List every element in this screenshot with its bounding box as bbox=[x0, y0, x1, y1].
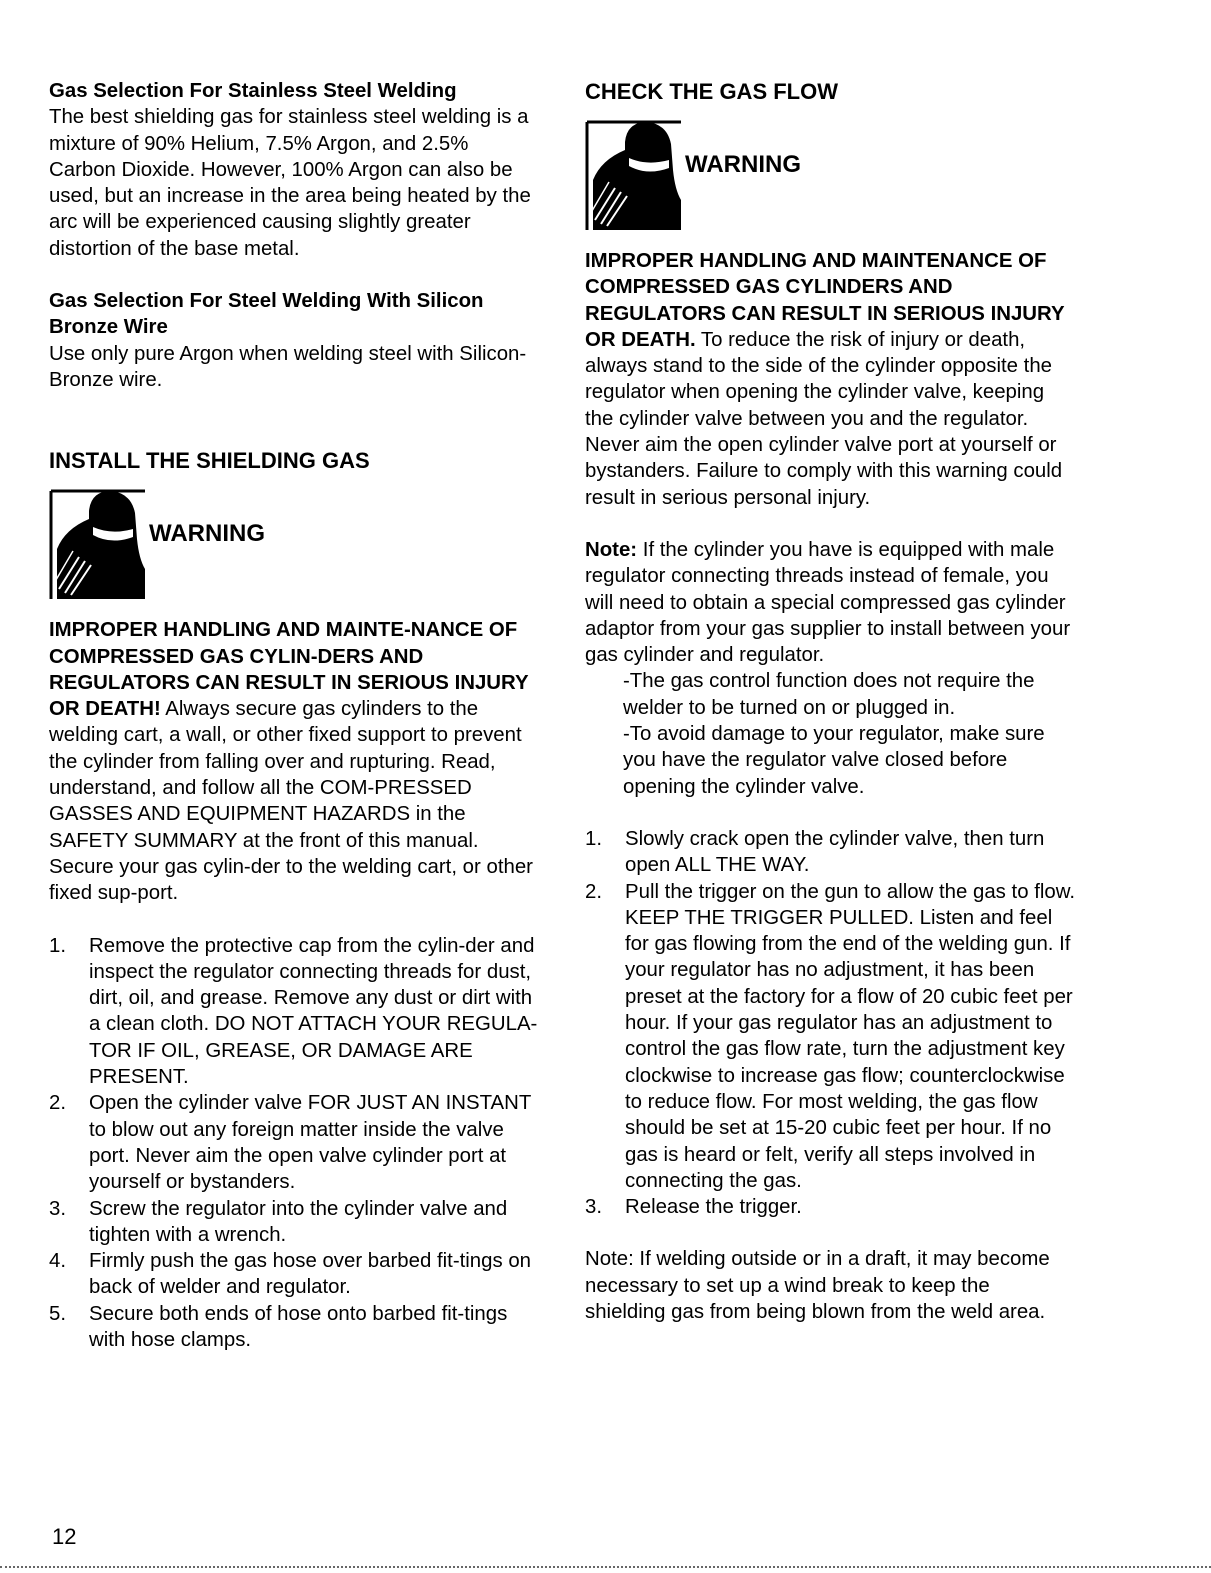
list-item bbox=[585, 826, 1075, 879]
warning-banner bbox=[49, 489, 539, 599]
list-item bbox=[49, 1248, 539, 1301]
step-text: Pull the trigger on the gun to allow the gas to flow. KEEP THE TRIGGER PULLED. Listen and feel for gas flowing from the end of the welding gun. If your regulator has no adjustment, it has been preset at the factory for a flow of 20 cubic feet per hour. If your gas regulator has an adjustment to control the gas flow rate, turn the adjustment key clockwise to increase gas flow; counterclockwise to reduce flow. For most welding, the gas flow should be set at 15-20 cubic feet per hour. If no gas is heard or felt, verify all steps involved in connecting the gas. bbox=[625, 880, 1076, 1192]
welder-warning-icon bbox=[49, 489, 145, 599]
step-number: 2. bbox=[585, 880, 603, 903]
step-text: Slowly crack open the cylinder valve, then turn open ALL THE WAY. bbox=[625, 827, 1045, 877]
step-number: 1. bbox=[49, 934, 67, 957]
warning-text bbox=[49, 617, 539, 906]
note-label: Note: bbox=[585, 538, 638, 561]
step-text: Screw the regulator into the cylinder valve and tighten with a wrench. bbox=[89, 1197, 508, 1246]
stainless-body: The best shielding gas for stainless steel welding is a mixture of 90% Helium, 7.5% Argon, and 2.5% Carbon Dioxide. However, 100% Argon can also be used, but an increase in the area being heated by the arc will be experienced causing slightly greater distortion of the base metal. bbox=[49, 106, 531, 260]
list-item bbox=[49, 1196, 539, 1249]
list-item bbox=[585, 879, 1075, 1195]
install-steps bbox=[49, 933, 539, 1354]
note-paragraph bbox=[585, 537, 1075, 668]
list-item bbox=[49, 1301, 539, 1354]
sub-note: -The gas control function does not require the welder to be turned on or plugged in. bbox=[623, 670, 1035, 719]
warning-bold: IMPROPER HANDLING AND MAINTE-NANCE OF COMPRESSED GAS CYLIN-DERS AND REGULATORS CAN RESULT IN SERIOUS INJURY OR DEATH! bbox=[49, 619, 529, 721]
step-number: 5. bbox=[49, 1302, 67, 1325]
page-number: 12 bbox=[52, 1524, 77, 1549]
step-text: Firmly push the gas hose over barbed fit-tings on back of welder and regulator. bbox=[89, 1250, 532, 1299]
step-text: Open the cylinder valve FOR JUST AN INSTANT to blow out any foreign matter inside the valve port. Never aim the open valve cylinder port at yourself or bystanders. bbox=[89, 1092, 531, 1194]
step-number: 1. bbox=[585, 827, 603, 850]
warning-label: WARNING bbox=[685, 151, 801, 178]
install-title: INSTALL THE SHIELDING GAS bbox=[49, 448, 370, 474]
step-number: 3. bbox=[585, 1196, 603, 1219]
final-note: Note: If welding outside or in a draft, it may become necessary to set up a wind break to keep the shielding gas from being blown from the weld area. bbox=[585, 1248, 1050, 1323]
warning-label: WARNING bbox=[149, 520, 265, 548]
step-text: Remove the protective cap from the cylin-der and inspect the regulator connecting threads for dust, dirt, oil, and grease. Remove any dust or dirt with a clean cloth. DO NOT ATTACH YOUR REGULA-TOR IF OIL, GREASE, OR DAMAGE ARE PRESENT. bbox=[89, 934, 538, 1089]
warning-body: Always secure gas cylinders to the welding cart, a wall, or other fixed support to prevent the cylinder from falling over and rupturing. Read, understand, and follow all the COM-PRESSED GASSES AND EQUIPMENT HAZARDS in the SAFETY SUMMARY at the front of this manual. Secure your gas cylin-der to the welding cart, or other fixed sup-port. bbox=[49, 698, 533, 905]
bronze-heading: Gas Selection For Steel Welding With Silicon Bronze Wire bbox=[49, 290, 484, 339]
bronze-body: Use only pure Argon when welding steel with Silicon-Bronze wire. bbox=[49, 342, 527, 391]
step-number: 2. bbox=[49, 1092, 67, 1115]
stainless-heading: Gas Selection For Stainless Steel Welding bbox=[49, 80, 457, 102]
note-body: If the cylinder you have is equipped with male regulator connecting threads instead of female, you will need to obtain a special compressed gas cylinder adaptor from your gas supplier to install between your gas cylinder and regulator. bbox=[585, 538, 1071, 667]
warning-text bbox=[585, 248, 1075, 511]
list-item bbox=[49, 1090, 539, 1195]
step-text: Secure both ends of hose onto barbed fit-tings with hose clamps. bbox=[89, 1302, 508, 1351]
step-number: 3. bbox=[49, 1197, 67, 1220]
check-title: CHECK THE GAS FLOW bbox=[585, 79, 838, 104]
warning-bold: IMPROPER HANDLING AND MAINTENANCE OF COMPRESSED GAS CYLINDERS AND REGULATORS CAN RESULT IN SERIOUS INJURY OR DEATH. bbox=[585, 250, 1065, 351]
right-column bbox=[585, 78, 1075, 1325]
step-text: Release the trigger. bbox=[625, 1196, 802, 1219]
gas-flow-steps bbox=[585, 826, 1075, 1220]
page-edge-rule bbox=[0, 1566, 1211, 1568]
left-column bbox=[49, 78, 539, 1353]
warning-banner bbox=[585, 120, 1075, 230]
list-item bbox=[49, 933, 539, 1091]
list-item bbox=[585, 1194, 1075, 1220]
sub-note: -To avoid damage to your regulator, make sure you have the regulator valve closed before opening the cylinder valve. bbox=[623, 723, 1045, 798]
warning-body: To reduce the risk of injury or death, always stand to the side of the cylinder opposite the regulator when opening the cylinder valve, keeping the cylinder valve between you and the regulator. Never aim the open cylinder valve port at yourself or bystanders. Failure to comply with this warning could result in serious personal injury. bbox=[585, 328, 1063, 509]
welder-warning-icon bbox=[585, 120, 681, 230]
step-number: 4. bbox=[49, 1250, 67, 1273]
